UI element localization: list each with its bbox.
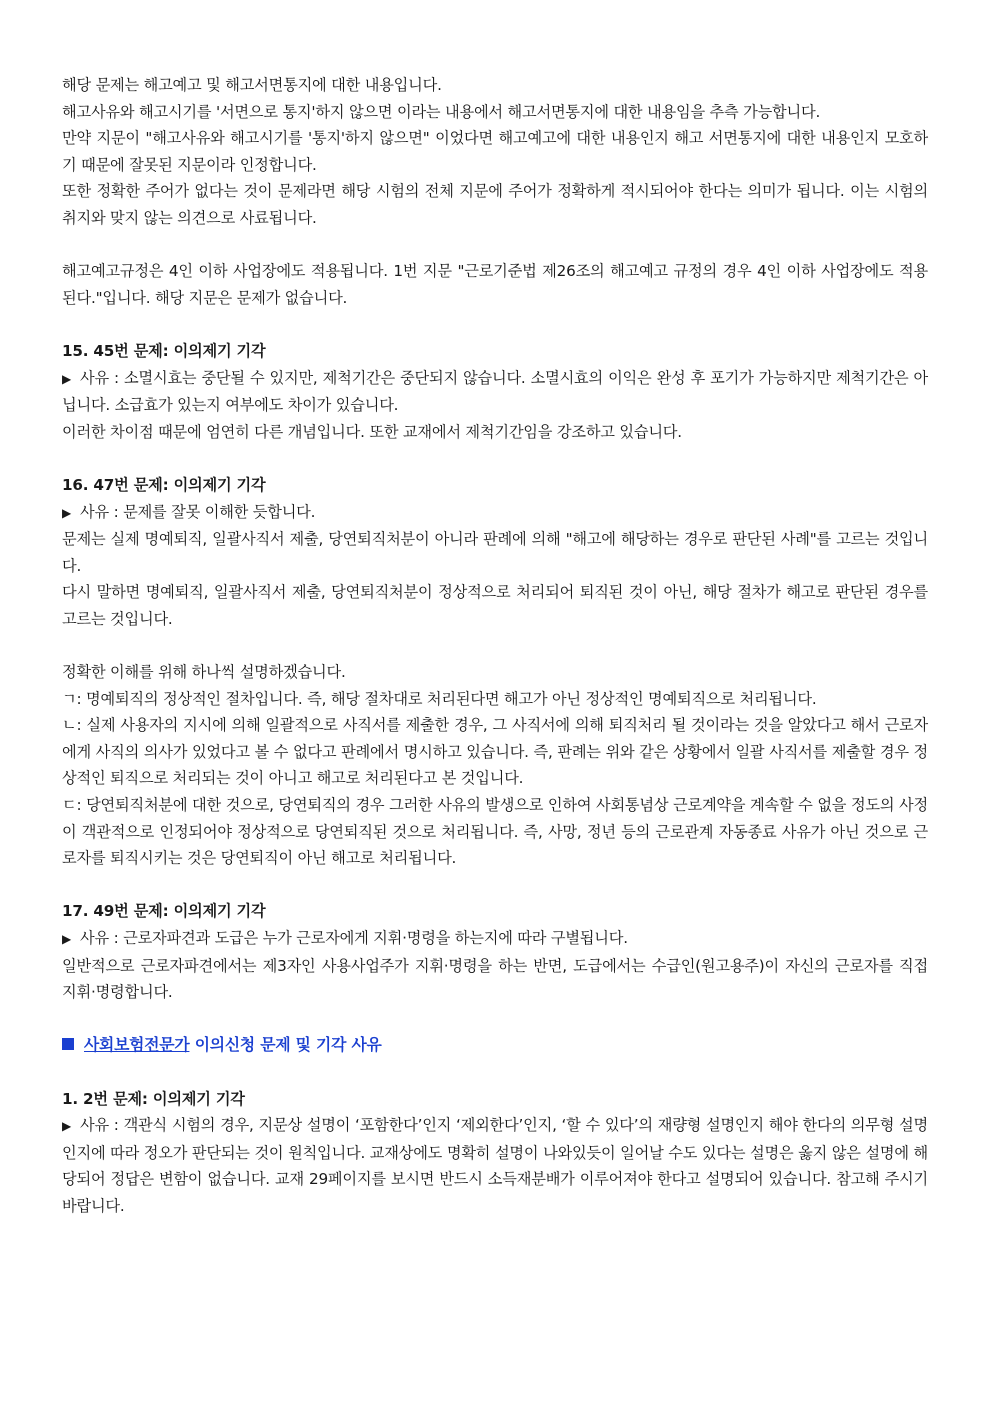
triangle-right-icon: ▶ [62, 371, 72, 386]
question-15-heading: 15. 45번 문제: 이의제기 기각 [62, 341, 266, 360]
spacer [62, 632, 928, 659]
question-16-paragraph-6: ㄴ: 실제 사용자의 지시에 의해 일괄적으로 사직서를 제출한 경우, 그 사직서에 의해 퇴직처리 될 것이라는 것을 알았다고 해서 근로자에게 사직의 의사가 있었다고 볼 수 없다고 판례에서 명시하고 있습니다. 즉, 판례는 위와 같은 상황에서 일괄 사직서를 제출할 경우 정상적인 퇴직으로 처리되는 것이 아니고 해고로 처리된다고 본 것입니다. [62, 716, 928, 788]
intro-paragraph-5: 해고예고규정은 4인 이하 사업장에도 적용됩니다. 1번 지문 "근로기준법 제26조의 해고예고 규정의 경우 4인 이하 사업장에도 적용된다."입니다. 해당 지문은 문제가 없습니다. [62, 262, 928, 307]
question-15-paragraph-2: 이러한 차이점 때문에 엄연히 다른 개념입니다. 또한 교재에서 제척기간임을 강조하고 있습니다. [62, 422, 682, 441]
intro-paragraph-2: 해고사유와 해고시기를 '서면으로 통지'하지 않으면 이라는 내용에서 해고서면통지에 대한 내용임을 추측 가능합니다. [62, 102, 821, 121]
spacer [62, 232, 928, 259]
intro-paragraph-4: 또한 정확한 주어가 없다는 것이 문제라면 해당 시험의 전체 지문에 주어가 정확하게 적시되어야 한다는 의미가 됩니다. 이는 시험의 취지와 맞지 않는 의견으로 사료됩니다. [62, 182, 928, 227]
spacer [62, 445, 928, 472]
intro-paragraph-1: 해당 문제는 해고예고 및 해고서면통지에 대한 내용입니다. [62, 76, 442, 94]
question-16-paragraph-2: 문제는 실제 명예퇴직, 일괄사직서 제출, 당연퇴직처분이 아니라 판례에 의해 "해고에 해당하는 경우로 판단된 사례"를 고르는 것입니다. [62, 530, 928, 575]
question-16-paragraph-3: 다시 말하면 명예퇴직, 일괄사직서 제출, 당연퇴직처분이 정상적으로 처리되어 퇴직된 것이 아닌, 해당 절차가 해고로 판단된 경우를 고르는 것입니다. [62, 583, 928, 628]
triangle-right-icon: ▶ [62, 505, 72, 520]
question-16-reason [62, 499, 928, 527]
spacer [62, 311, 928, 338]
question-16-reason-text: 사유 : 문제를 잘못 이해한 듯합니다. [80, 502, 316, 521]
section-heading [62, 1032, 928, 1059]
social-question-1-heading: 1. 2번 문제: 이의제기 기각 [62, 1089, 245, 1108]
document-page [62, 72, 928, 1220]
section-heading-underlined: 사회보험전문가 [84, 1035, 190, 1055]
question-16-paragraph-5: ㄱ: 명예퇴직의 정상적인 절차입니다. 즉, 해당 절차대로 처리된다면 해고가 아닌 정상적인 명예퇴직으로 처리됩니다. [62, 689, 817, 708]
social-question-1-reason-text: 사유 : 객관식 시험의 경우, 지문상 설명이 ‘포함한다’인지 ‘제외한다’인지, ‘할 수 있다’의 재량형 설명인지 해야 한다의 의무형 설명인지에 따라 정오가 판단되는 것이 원칙입니다. 교재상에도 명확히 설명이 나와있듯이 일어날 수도 있다는 설명은 옳지 않은 설명에 해당되어 정답은 변함이 없습니다. 교재 29페이지를 보시면 반드시 소득재분배가 이루어져야 한다고 설명되어 있습니다. 참고해 주시기 바랍니다. [62, 1116, 928, 1215]
spacer [62, 1059, 928, 1086]
question-16-paragraph-4: 정확한 이해를 위해 하나씩 설명하겠습니다. [62, 663, 346, 682]
triangle-right-icon: ▶ [62, 1119, 72, 1134]
section-heading-rest: 이의신청 문제 및 기각 사유 [189, 1035, 382, 1055]
question-16-heading: 16. 47번 문제: 이의제기 기각 [62, 475, 266, 494]
social-question-1-reason [62, 1112, 928, 1219]
spacer [62, 872, 928, 899]
question-17-paragraph-2: 일반적으로 근로자파견에서는 제3자인 사용사업주가 지휘·명령을 하는 반면, 도급에서는 수급인(원고용주)이 자신의 근로자를 직접 지휘·명령합니다. [62, 956, 928, 1002]
question-16-paragraph-7: ㄷ: 당연퇴직처분에 대한 것으로, 당연퇴직의 경우 그러한 사유의 발생으로 인하여 사회통념상 근로계약을 계속할 수 없을 정도의 사정이 객관적으로 인정되어야 정상적으로 당연퇴직된 것으로 처리됩니다. 즉, 사망, 정년 등의 근로관계 자동종료 사유가 아닌 것으로 근로자를 퇴직시키는 것은 당연퇴직이 아닌 해고로 처리됩니다. [62, 796, 928, 868]
spacer [62, 1006, 928, 1033]
square-bullet-icon [62, 1038, 74, 1050]
intro-paragraph-3: 만약 지문이 "해고사유와 해고시기를 '통지'하지 않으면" 이었다면 해고예고에 대한 내용인지 해고 서면통지에 대한 내용인지 모호하기 때문에 잘못된 지문이라 인정합니다. [62, 129, 928, 174]
question-17-reason-text: 사유 : 근로자파견과 도급은 누가 근로자에게 지휘·명령을 하는지에 따라 구별됩니다. [80, 929, 628, 947]
triangle-right-icon: ▶ [62, 932, 72, 946]
question-17-reason [62, 925, 928, 953]
question-15-reason-text: 사유 : 소멸시효는 중단될 수 있지만, 제척기간은 중단되지 않습니다. 소멸시효의 이익은 완성 후 포기가 가능하지만 제척기간은 아닙니다. 소급효가 있는지 여부에도 차이가 있습니다. [62, 368, 928, 415]
question-15-reason [62, 365, 928, 419]
question-17-heading: 17. 49번 문제: 이의제기 기각 [62, 902, 266, 921]
